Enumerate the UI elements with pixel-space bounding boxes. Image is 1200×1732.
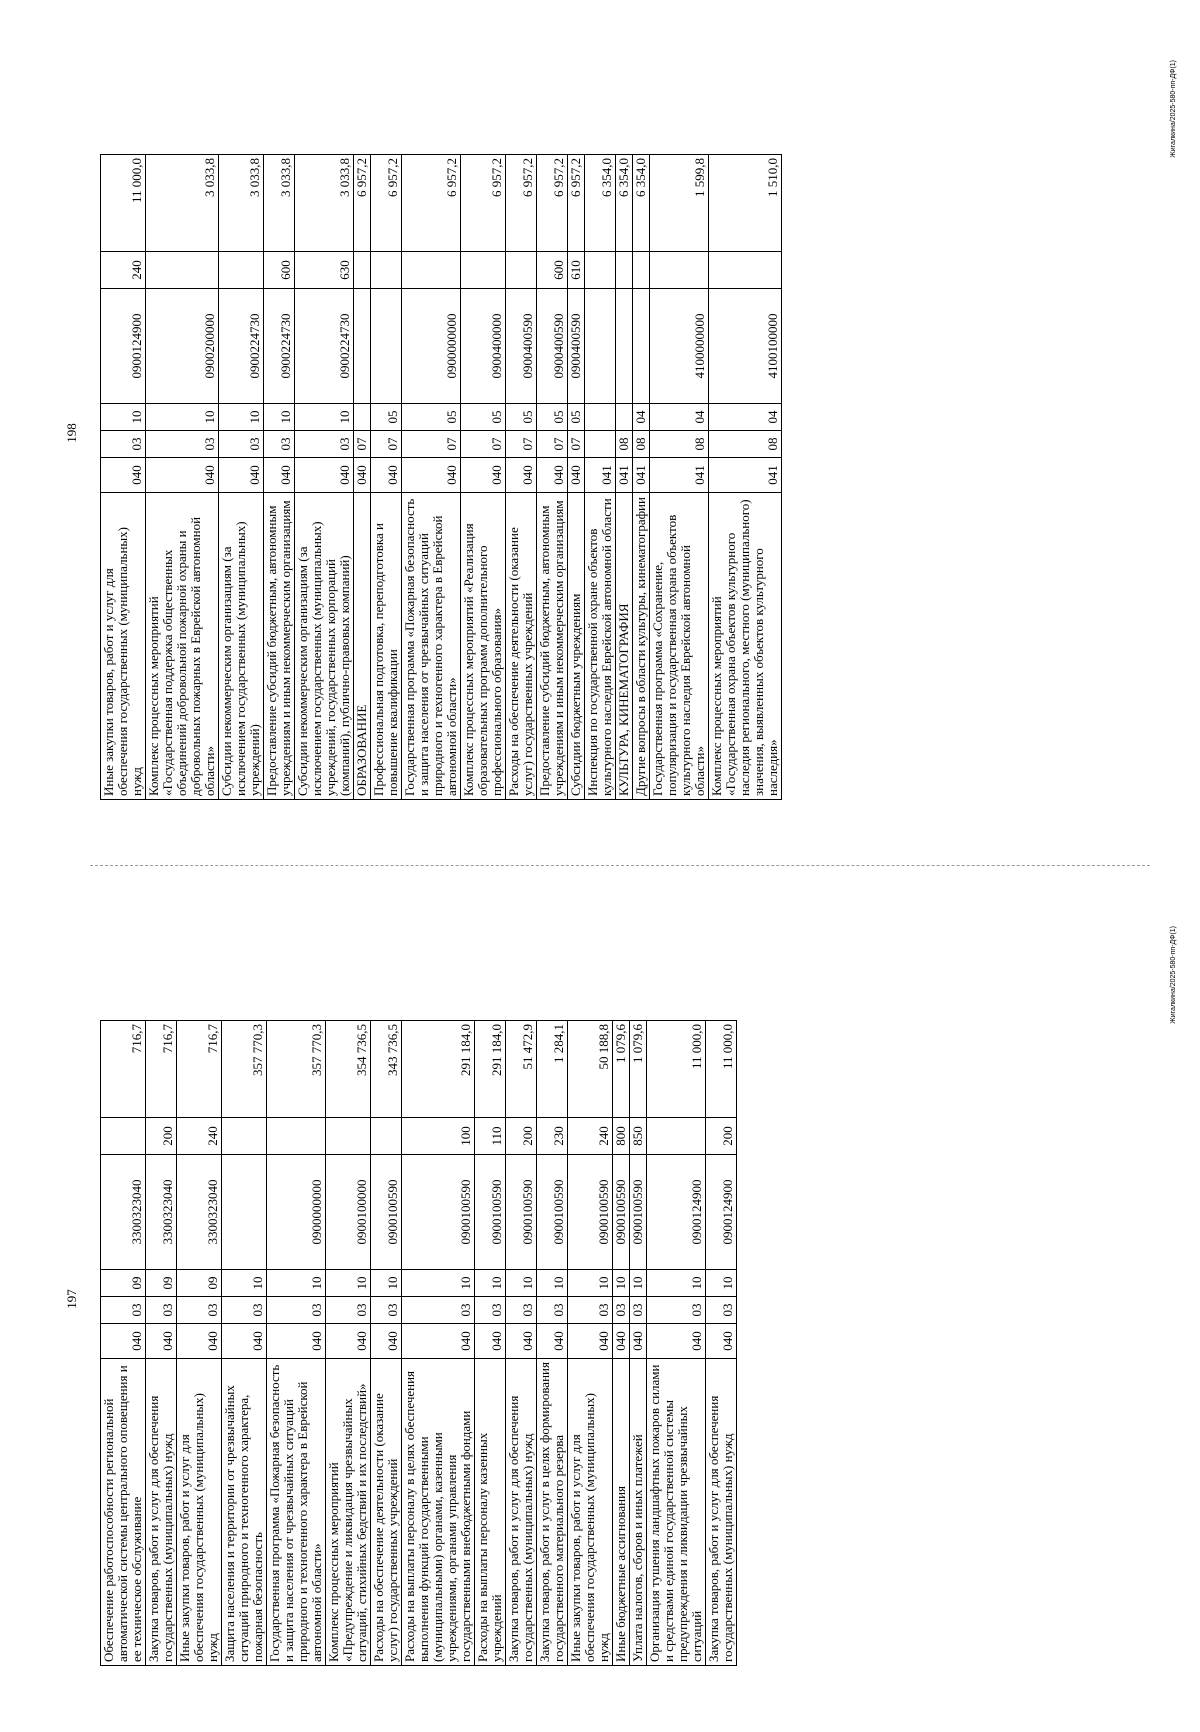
ministry-code: 040 [354,458,371,493]
amount: 354 736,5 [326,1021,371,1118]
subsection-code: 10 [506,1270,537,1297]
table-row [101,1021,146,1666]
row-name: Государственная программа «Пожарная безопасность и защита населения от чрезвычайных ситуаций природного и техногенного характера в Еврейской автономной области» [267,1359,326,1666]
section-code: 07 [402,431,461,458]
expense-type: 200 [146,1118,177,1155]
expense-type: 600 [537,252,568,289]
amount: 1 079,6 [630,1021,647,1118]
ministry-code: 040 [371,458,402,493]
section-code: 03 [326,1297,371,1324]
table-row [568,155,585,800]
row-name: Инспекция по государственной охране объектов культурного наследия Еврейской автономной области [585,493,616,800]
amount: 51 472,9 [506,1021,537,1118]
amount: 357 770,3 [222,1021,267,1118]
table-row [371,1021,402,1666]
section-code: 03 [267,1297,326,1324]
row-name: Субсидии некоммерческим организациям (за исключением государственных (муниципальных) учреждений, государственных корпораций (компаний), публично-правовых компаний) [295,493,354,800]
section-code: 03 [146,431,219,458]
amount: 11 000,0 [706,1021,737,1118]
target-article: 0900400590 [506,289,537,404]
table-row [706,1021,737,1666]
section-code: 03 [537,1297,568,1324]
table-body [101,1021,737,1666]
ministry-code: 040 [568,1324,613,1359]
page-197 [0,866,1200,1732]
target-article [354,289,371,404]
ministry-code: 040 [371,1324,402,1359]
row-name: Закупка товаров, работ и услуг для обеспечения государственных (муниципальных) нужд [506,1359,537,1666]
ministry-code: 041 [585,458,616,493]
expense-type [371,1118,402,1155]
row-name: Расходы на обеспечение деятельности (оказание услуг) государственных учреждений [506,493,537,800]
target-article: 4100000000 [650,289,709,404]
row-name: Закупка товаров, работ и услуг для обеспечения государственных (муниципальных) нужд [146,1359,177,1666]
expense-type: 110 [475,1118,506,1155]
subsection-code: 10 [537,1270,568,1297]
amount: 716,7 [146,1021,177,1118]
amount: 50 188,8 [568,1021,613,1118]
section-code: 03 [222,1297,267,1324]
ministry-code: 040 [402,458,461,493]
table-row [537,1021,568,1666]
table-row [475,1021,506,1666]
ministry-code: 040 [146,1324,177,1359]
table-row [585,155,616,800]
table-row [326,1021,371,1666]
expense-type: 240 [568,1118,613,1155]
ministry-code: 040 [222,1324,267,1359]
ministry-code: 040 [506,458,537,493]
table-body [101,155,782,800]
row-name: КУЛЬТУРА, КИНЕМАТОГРАФИЯ [616,493,633,800]
section-code: 03 [613,1297,630,1324]
expense-type: 610 [568,252,585,289]
amount: 6 957,2 [461,155,506,252]
row-name: Иные закупки товаров, работ и услуг для обеспечения государственных (муниципальных) нужд [177,1359,222,1666]
section-code: 03 [371,1297,402,1324]
row-name: Государственная программа «Пожарная безопасность и защита населения от чрезвычайных ситуаций природного и техногенного характера в Еврейской автономной области» [402,493,461,800]
target-article: 0900400590 [568,289,585,404]
ministry-code: 040 [146,458,219,493]
row-name: Иные закупки товаров, работ и услуг для обеспечения государственных (муниципальных) нужд [568,1359,613,1666]
section-code: 07 [568,431,585,458]
row-name: Обеспечение работоспособности региональной автоматической системы центрального оповещения и ее техническое обслуживание [101,1359,146,1666]
expense-type [616,252,633,289]
subsection-code: 05 [371,404,402,431]
row-name: Закупка товаров, работ и услуг в целях формирования государственного материального резерва [537,1359,568,1666]
expense-type [101,1118,146,1155]
page-number: 198 [64,423,79,443]
subsection-code: 10 [326,1270,371,1297]
subsection-code: 04 [650,404,709,431]
expense-type [222,1118,267,1155]
target-article [371,289,402,404]
table-row [222,1021,267,1666]
row-name: Расходы на выплаты персоналу в целях обеспечения выполнения функций государственными (муниципальными) органами, казенными учреждениями, органами управления государственными внебюджетными фондами [402,1359,475,1666]
ministry-code: 041 [616,458,633,493]
expense-type [402,252,461,289]
subsection-code: 10 [101,404,146,431]
expense-type [354,252,371,289]
amount: 11 000,0 [647,1021,706,1118]
target-article: 0900100590 [568,1155,613,1270]
amount: 3 033,8 [295,155,354,252]
row-name: Субсидии некоммерческим организациям (за исключением государственных (муниципальных) учреждений) [219,493,264,800]
ministry-code: 040 [461,458,506,493]
target-article: 0900100590 [630,1155,647,1270]
footer-code: Жигалкина/2025-580-пп-ДФ(1) [1170,60,1177,158]
subsection-code: 10 [264,404,295,431]
subsection-code: 10 [647,1270,706,1297]
budget-table-right [100,154,782,800]
target-article: 3300323040 [177,1155,222,1270]
subsection-code: 10 [146,404,219,431]
subsection-code: 10 [402,1270,475,1297]
expense-type: 600 [264,252,295,289]
section-code: 07 [461,431,506,458]
page-number: 197 [64,1289,79,1309]
subsection-code: 09 [146,1270,177,1297]
expense-type [585,252,616,289]
target-article: 0900100590 [613,1155,630,1270]
section-code: 08 [633,431,650,458]
expense-type [633,252,650,289]
amount: 1 510,0 [709,155,782,252]
ministry-code: 040 [219,458,264,493]
target-article: 0900400000 [461,289,506,404]
section-code: 03 [264,431,295,458]
expense-type [650,252,709,289]
subsection-code: 10 [219,404,264,431]
target-article: 0900224730 [295,289,354,404]
expense-type [326,1118,371,1155]
row-name: Предоставление субсидий бюджетным, автономным учреждениям и иным некоммерческим организациям [264,493,295,800]
amount: 3 033,8 [264,155,295,252]
subsection-code: 10 [568,1270,613,1297]
amount: 6 957,2 [402,155,461,252]
target-article [585,289,616,404]
section-code: 03 [295,431,354,458]
subsection-code [585,404,616,431]
subsection-code: 10 [630,1270,647,1297]
ministry-code: 040 [267,1324,326,1359]
subsection-code: 10 [371,1270,402,1297]
expense-type [709,252,782,289]
expense-type: 200 [506,1118,537,1155]
target-article: 0900100590 [371,1155,402,1270]
table-row [650,155,709,800]
expense-type: 240 [101,252,146,289]
section-code: 03 [647,1297,706,1324]
section-code: 03 [177,1297,222,1324]
subsection-code: 10 [706,1270,737,1297]
table-row [402,155,461,800]
target-article: 0900000000 [402,289,461,404]
row-name: Иные закупки товаров, работ и услуг для обеспечения государственных (муниципальных) нужд [101,493,146,800]
expense-type: 200 [706,1118,737,1155]
target-article: 0900124900 [101,289,146,404]
amount: 716,7 [101,1021,146,1118]
subsection-code: 10 [222,1270,267,1297]
expense-type: 230 [537,1118,568,1155]
amount: 357 770,3 [267,1021,326,1118]
subsection-code: 04 [633,404,650,431]
subsection-code: 10 [295,404,354,431]
expense-type: 630 [295,252,354,289]
ministry-code: 040 [264,458,295,493]
footer-code: Жигалкина/2025-580-пп-ДФ(1) [1170,926,1177,1024]
amount: 6 354,0 [616,155,633,252]
target-article: 0900100590 [475,1155,506,1270]
section-code: 08 [650,431,709,458]
table-row [506,155,537,800]
target-article: 0900400590 [537,289,568,404]
amount: 6 354,0 [585,155,616,252]
row-name: Профессиональная подготовка, переподготовка и повышение квалификации [371,493,402,800]
subsection-code [616,404,633,431]
section-code [585,431,616,458]
amount: 1 599,8 [650,155,709,252]
subsection-code: 09 [177,1270,222,1297]
row-name: Уплата налогов, сборов и иных платежей [630,1359,647,1666]
section-code: 07 [354,431,371,458]
table-row [146,1021,177,1666]
target-article: 3300323040 [101,1155,146,1270]
target-article: 0900100590 [402,1155,475,1270]
row-name: Комплекс процессных мероприятий «Реализация образовательных программ дополнительного профессионального образования» [461,493,506,800]
amount: 716,7 [177,1021,222,1118]
amount: 3 033,8 [146,155,219,252]
subsection-code: 05 [537,404,568,431]
table-row [267,1021,326,1666]
section-code: 03 [475,1297,506,1324]
row-name: Закупка товаров, работ и услуг для обеспечения государственных (муниципальных) нужд [706,1359,737,1666]
ministry-code: 040 [402,1324,475,1359]
amount: 291 184,0 [402,1021,475,1118]
table-row [219,155,264,800]
ministry-code: 040 [706,1324,737,1359]
amount: 343 736,5 [371,1021,402,1118]
section-code: 07 [537,431,568,458]
row-name: Предоставление субсидий бюджетным, автономным учреждениям и иным некоммерческим организациям [537,493,568,800]
row-name: Комплекс процессных мероприятий «Государственная охрана объектов культурного наследия регионального, местного (муниципального) значения, выявленных объектов культурного наследия» [709,493,782,800]
table-row [264,155,295,800]
ministry-code: 040 [537,1324,568,1359]
table-row [146,155,219,800]
ministry-code: 041 [709,458,782,493]
row-name: Защита населения и территории от чрезвычайных ситуаций природного и техногенного характера, пожарная безопасность [222,1359,267,1666]
ministry-code: 040 [568,458,585,493]
amount: 291 184,0 [475,1021,506,1118]
row-name: ОБРАЗОВАНИЕ [354,493,371,800]
section-code: 03 [219,431,264,458]
section-code: 03 [706,1297,737,1324]
table-row [616,155,633,800]
expense-type [146,252,219,289]
ministry-code: 040 [475,1324,506,1359]
table-row [461,155,506,800]
ministry-code: 040 [630,1324,647,1359]
expense-type [267,1118,326,1155]
ministry-code: 040 [295,458,354,493]
amount: 6 957,2 [371,155,402,252]
row-name: Другие вопросы в области культуры, кинематографии [633,493,650,800]
target-article: 0900100000 [326,1155,371,1270]
row-name: Расходы на выплаты персоналу казенных учреждений [475,1359,506,1666]
subsection-code: 10 [613,1270,630,1297]
table-row [568,1021,613,1666]
row-name: Государственная программа «Сохранение, популяризация и государственная охрана объектов культурного наследия Еврейской автономной области» [650,493,709,800]
table-row [101,155,146,800]
table-row [371,155,402,800]
amount: 11 000,0 [101,155,146,252]
amount: 3 033,8 [219,155,264,252]
amount: 6 957,2 [354,155,371,252]
amount: 6 957,2 [537,155,568,252]
target-article: 0900000000 [267,1155,326,1270]
subsection-code: 05 [506,404,537,431]
expense-type: 100 [402,1118,475,1155]
expense-type: 800 [613,1118,630,1155]
target-article: 0900224730 [264,289,295,404]
ministry-code: 040 [506,1324,537,1359]
target-article: 0900100590 [537,1155,568,1270]
section-code: 03 [101,431,146,458]
ministry-code: 041 [650,458,709,493]
ministry-code: 040 [326,1324,371,1359]
section-code: 07 [371,431,402,458]
amount: 1 079,6 [613,1021,630,1118]
expense-type [371,252,402,289]
table-row [630,1021,647,1666]
target-article: 3300323040 [146,1155,177,1270]
table-row [295,155,354,800]
ministry-code: 040 [647,1324,706,1359]
amount: 6 957,2 [568,155,585,252]
expense-type [506,252,537,289]
subsection-code: 09 [101,1270,146,1297]
section-code: 03 [146,1297,177,1324]
section-code: 03 [630,1297,647,1324]
expense-type [219,252,264,289]
subsection-code: 05 [402,404,461,431]
ministry-code: 040 [613,1324,630,1359]
section-code: 07 [506,431,537,458]
ministry-code: 040 [101,458,146,493]
row-name: Организация тушения ландшафтных пожаров силами и средствами единой государственной системы предупреждения и ликвидации чрезвычайных ситуаций [647,1359,706,1666]
subsection-code: 04 [709,404,782,431]
section-code: 03 [101,1297,146,1324]
ministry-code: 041 [633,458,650,493]
amount: 1 284,1 [537,1021,568,1118]
expense-type [461,252,506,289]
table-row [177,1021,222,1666]
row-name: Комплекс процессных мероприятий «Государственная поддержка общественных объединений добровольной пожарной охраны и добровольных пожарных в Еврейской автономной области» [146,493,219,800]
target-article: 0900100590 [506,1155,537,1270]
section-code: 08 [709,431,782,458]
subsection-code: 05 [461,404,506,431]
row-name: Иные бюджетные ассигнования [613,1359,630,1666]
subsection-code: 05 [568,404,585,431]
subsection-code: 10 [475,1270,506,1297]
table-row [647,1021,706,1666]
expense-type [647,1118,706,1155]
row-name: Субсидии бюджетным учреждениям [568,493,585,800]
budget-table-left [100,1020,737,1666]
target-article: 0900124900 [706,1155,737,1270]
table-row [402,1021,475,1666]
table-row [633,155,650,800]
ministry-code: 040 [537,458,568,493]
section-code: 03 [402,1297,475,1324]
expense-type: 240 [177,1118,222,1155]
ministry-code: 040 [101,1324,146,1359]
row-name: Расходы на обеспечение деятельности (оказание услуг) государственных учреждений [371,1359,402,1666]
table-row [354,155,371,800]
target-article [616,289,633,404]
amount: 6 957,2 [506,155,537,252]
ministry-code: 040 [177,1324,222,1359]
amount: 6 354,0 [633,155,650,252]
table-row [537,155,568,800]
target-article [222,1155,267,1270]
target-article: 0900200000 [146,289,219,404]
section-code: 03 [568,1297,613,1324]
target-article: 0900124900 [647,1155,706,1270]
target-article: 4100100000 [709,289,782,404]
row-name: Комплекс процессных мероприятий «Предупреждение и ликвидация чрезвычайных ситуаций, стихийных бедствий и их последствий» [326,1359,371,1666]
target-article: 0900224730 [219,289,264,404]
table-row [709,155,782,800]
table-row [506,1021,537,1666]
table-row [613,1021,630,1666]
section-code: 08 [616,431,633,458]
expense-type: 850 [630,1118,647,1155]
section-code: 03 [506,1297,537,1324]
subsection-code [354,404,371,431]
subsection-code: 10 [267,1270,326,1297]
target-article [633,289,650,404]
